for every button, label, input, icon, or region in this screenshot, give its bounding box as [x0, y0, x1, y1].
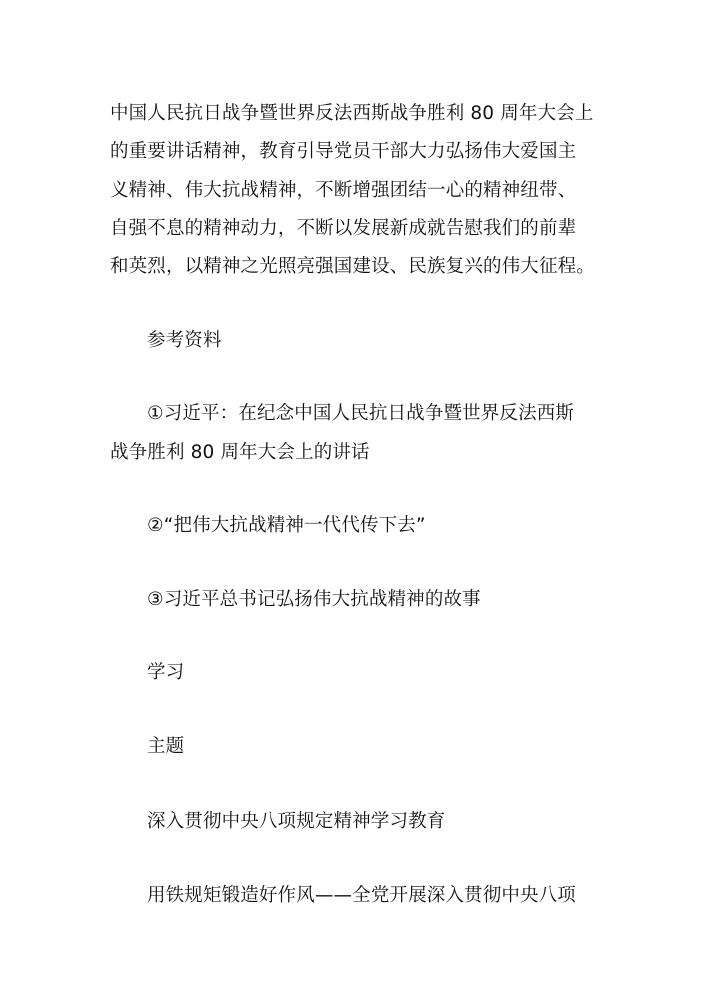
reference-item-1-line-1: ①习近平：在纪念中国人民抗日战争暨世界反法西斯	[147, 403, 575, 424]
reference-item-2: ②“把伟大抗战精神一代代传下去”	[147, 515, 426, 536]
body-paragraph-line: 的重要讲话精神，教育引导党员干部大力弘扬伟大爱国主	[110, 141, 577, 162]
article-title-line: 用铁规矩锻造好作风——全党开展深入贯彻中央八项	[147, 885, 576, 906]
body-paragraph-line: 和英烈，以精神之光照亮强国建设、民族复兴的伟大征程。	[110, 256, 595, 277]
body-paragraph-line: 自强不息的精神动力，不断以发展新成就告慰我们的前辈	[110, 218, 577, 239]
body-paragraph-line: 义精神、伟大抗战精神，不断增强团结一心的精神纽带、	[110, 180, 577, 201]
body-paragraph-line: 中国人民抗日战争暨世界反法西斯战争胜利 80 周年大会上	[110, 103, 594, 124]
topic-title: 深入贯彻中央八项规定精神学习教育	[147, 811, 446, 832]
reference-item-1-line-2: 战争胜利 80 周年大会上的讲话	[110, 442, 370, 463]
references-heading: 参考资料	[147, 330, 222, 351]
reference-item-3: ③习近平总书记弘扬伟大抗战精神的故事	[147, 589, 481, 610]
topic-label: 主题	[147, 736, 185, 757]
study-label: 学习	[147, 662, 185, 683]
